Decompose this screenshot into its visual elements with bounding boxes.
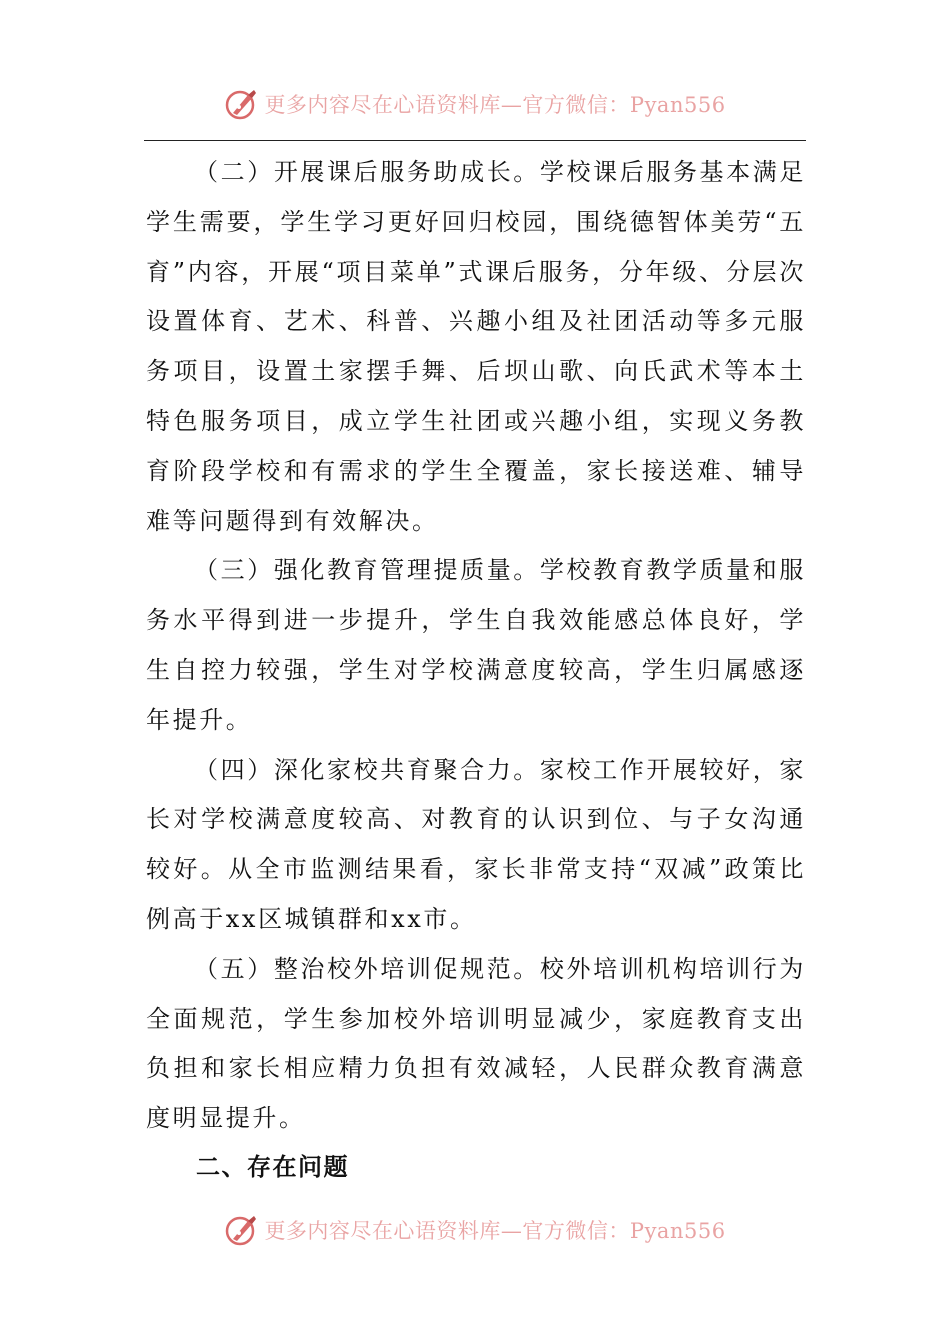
footer-banner [0, 1210, 950, 1250]
pen-nib-circle-icon [224, 87, 258, 121]
header-divider [144, 140, 806, 141]
section-heading-problems: 二、存在问题 [196, 1153, 349, 1181]
paragraph-after-school-services: （二）开展课后服务助成长。学校课后服务基本满足学生需要，学生学习更好回归校园，围绕德智体美劳“五育”内容，开展“项目菜单”式课后服务，分年级、分层次设置体育、艺术、科普、兴趣小组及社团活动等多元服务项目，设置土家摆手舞、后坝山歌、向氏武术等本土特色服务项目，成立学生社团或兴趣小组，实现义务教育阶段学校和有需求的学生全覆盖，家长接送难、辅导难等问题得到有效解决。 [146, 158, 806, 535]
footer-banner-text: 更多内容尽在心语资料库—官方微信：Pyan556 [264, 1219, 726, 1243]
paragraph-off-campus-training: （五）整治校外培训促规范。校外培训机构培训行为全面规范，学生参加校外培训明显减少，家庭教育支出负担和家长相应精力负担有效减轻，人民群众教育满意度明显提升。 [146, 954, 806, 1133]
header-banner-text: 更多内容尽在心语资料库—官方微信：Pyan556 [264, 93, 726, 117]
document-body [146, 148, 806, 1144]
pen-nib-circle-icon [224, 1213, 258, 1247]
paragraph-home-school-cooperation: （四）深化家校共育聚合力。家校工作开展较好，家长对学校满意度较高、对教育的认识到位、与子女沟通较好。从全市监测结果看，家长非常支持“双减”政策比例高于xx区城镇群和xx市。 [146, 755, 806, 933]
paragraph-education-management: （三）强化教育管理提质量。学校教育教学质量和服务水平得到进一步提升，学生自我效能感总体良好，学生自控力较强，学生对学校满意度较高，学生归属感逐年提升。 [146, 556, 806, 734]
header-banner [0, 84, 950, 124]
